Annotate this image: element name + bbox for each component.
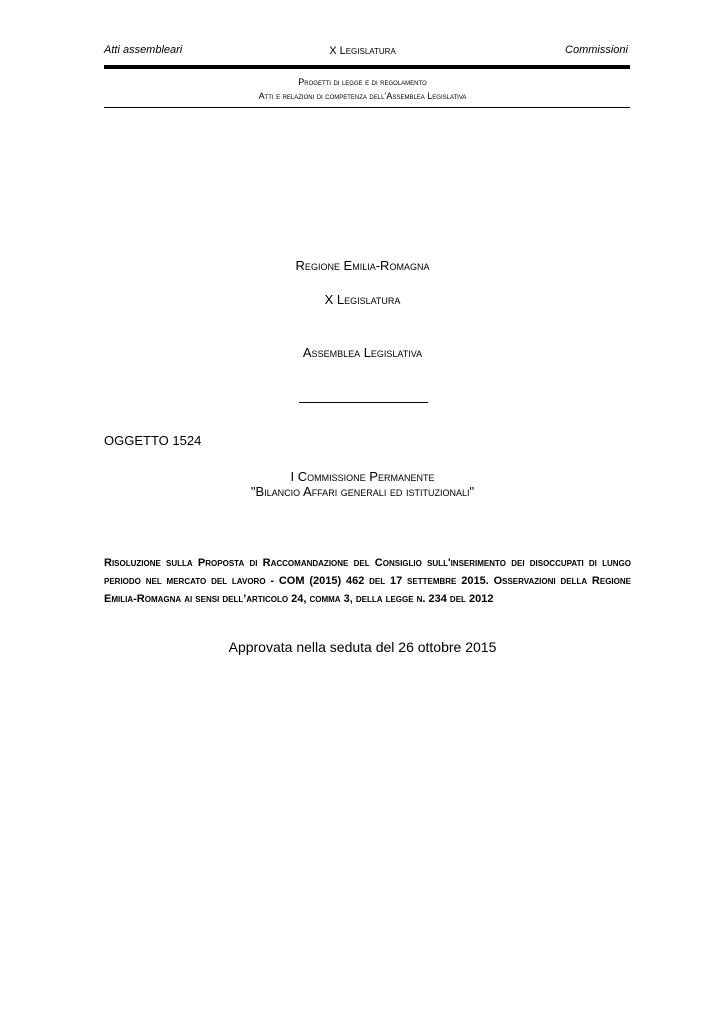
oggetto-number: OGGETTO 1524 [104,433,202,448]
resolution-text: Risoluzione sulla Proposta di Raccomandazione del Consiglio sull'inserimento dei disoccupati di lungo periodo nel mercato del lavoro - COM (2015) 462 del 17 settembre 2015. Osservazioni della Regione Emilia-Romagna ai sensi dell’articolo 24, comma 3, della legge n. 234 del 2012 [104,557,631,605]
header-right-label: Commissioni [565,44,628,56]
approval-text: Approvata nella seduta del 26 ottobre 2015 [228,639,497,655]
header-center-title: X Legislatura [329,45,396,57]
region-title: Regione Emilia-Romagna [295,258,430,273]
legislature-title: X Legislatura [324,292,401,307]
title-divider [299,402,428,403]
header-subtitle-2: Atti e relazioni di competenza dell’Assemblea Legislativa [258,91,467,101]
assembly-title: Assemblea Legislativa [302,345,423,360]
header-subtitle-1: Progetti di legge e di regolamento [298,77,427,87]
commission-subtitle: "Bilancio Affari generali ed istituzionali" [250,484,475,499]
header-divider-thick [104,65,630,69]
header-divider-thin [104,107,630,108]
header-left-label: Atti assembleari [104,44,183,56]
commission-name: I Commissione Permanente [290,469,435,484]
